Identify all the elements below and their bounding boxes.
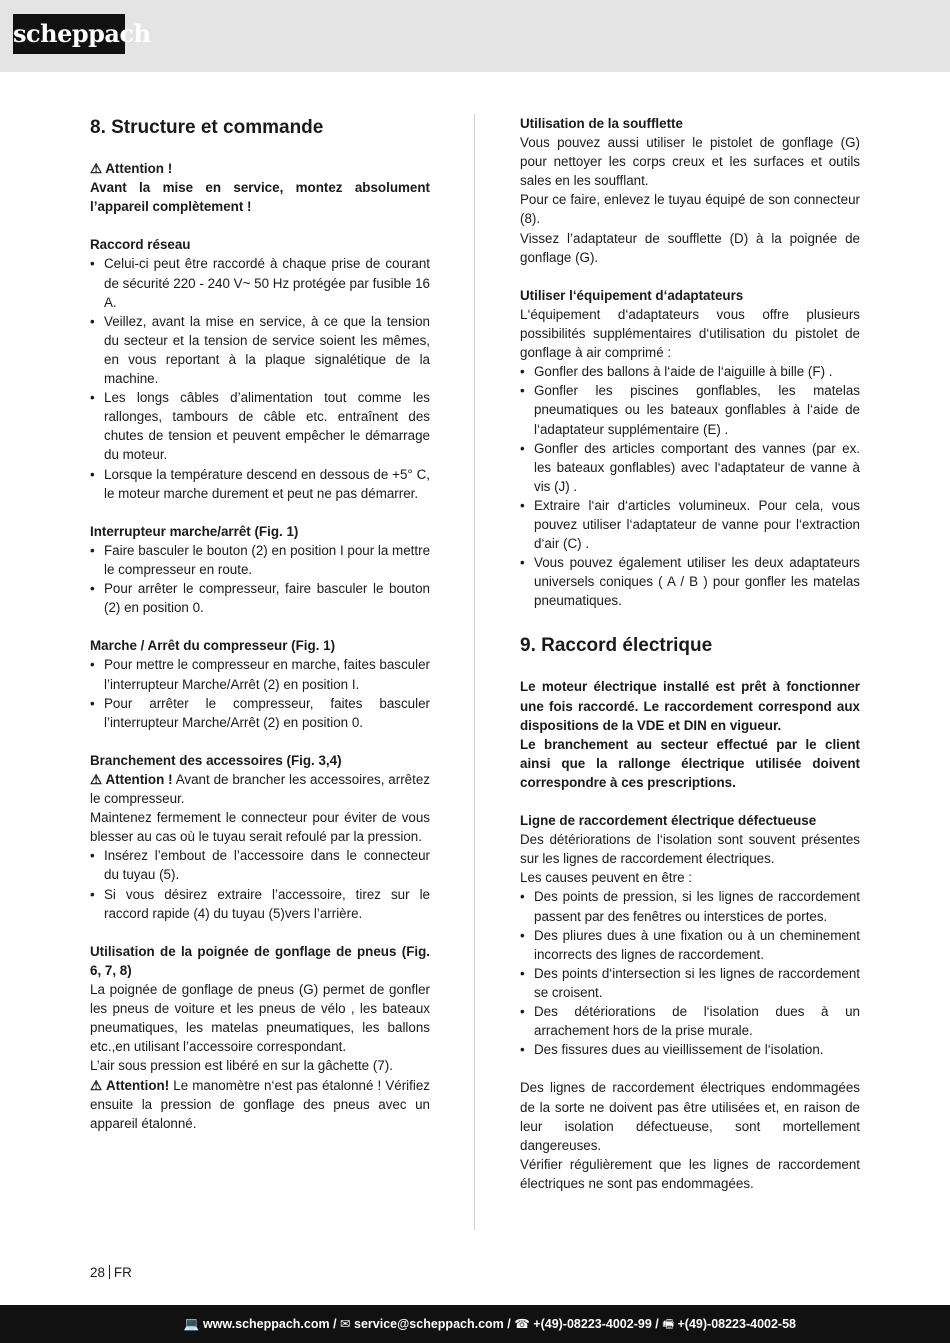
paragraph: L‘équipement d‘adaptateurs vous offre plusieurs possibilités supplémentaires d‘utilisation du pistolet de gonflage à air comprimé : (520, 306, 860, 361)
subheading-soufflette: Utilisation de la soufflette (520, 116, 683, 131)
subheading-raccord-reseau: Raccord réseau (90, 237, 191, 253)
list-item: • Faire basculer le bouton (2) en position I pour la mettre le compresseur en route. (90, 541, 430, 579)
list-item: • Gonfler des ballons à l‘aide de l‘aiguille à bille (F) . (520, 362, 860, 381)
paragraph: Les causes peuvent en être : (520, 870, 692, 886)
right-column (520, 114, 860, 1193)
list-item: • Pour arrêter le compresseur, faire basculer le bouton (2) en position 0. (90, 579, 430, 617)
fax-icon: 🖷 (662, 1317, 675, 1331)
bullet-list (90, 254, 430, 502)
fax-number: +(49)-08223-4002-58 (677, 1317, 796, 1331)
list-item: • Veillez, avant la mise en service, à ce que la tension du secteur et la tension de service soient les mêmes, en vous reportant à la plaque signalétique de la machine. (90, 312, 430, 388)
list-item: • Des points de pression, si les lignes de raccordement passent par des fenêtres ou interstices de portes. (520, 887, 860, 925)
list-item: • Si vous désirez extraire l’accessoire, tirez sur le raccord rapide (4) du tuyau (5)vers l’arrière. (90, 885, 430, 923)
email-link[interactable]: service@scheppach.com / (354, 1317, 511, 1331)
header-bar (0, 0, 950, 72)
bold-paragraph: Le branchement au secteur effectué par le client ainsi que la rallonge électrique utilisée doivent correspondre à ces prescriptions. (520, 736, 860, 790)
mail-icon: ✉ (340, 1317, 351, 1331)
bullet-list (520, 887, 860, 1059)
paragraph: La poignée de gonflage de pneus (G) permet de gonfler les pneus de voiture et les pneus de vélo , les bateaux pneumatiques, les matelas pneumatiques, les ballons etc.,en utilisant l’accessoire correspondant. (90, 982, 430, 1055)
list-item: • Les longs câbles d’alimentation tout comme les rallonges, tambours de câble etc. entraînent des chutes de tension et peuvent empêcher le démarrage du moteur. (90, 388, 430, 464)
subheading-poignee: Utilisation de la poignée de gonflage de pneus (Fig. 6, 7, 8) (90, 943, 430, 978)
attention-body: Le manomètre n‘est pas étalonné ! Vérifiez ensuite la pression de gonflage des pneus avec un appareil étalonné. (90, 1077, 430, 1131)
bullet-list (90, 846, 430, 922)
list-item: • Insérez l’embout de l’accessoire dans le connecteur du tuyau (5). (90, 846, 430, 884)
bullet-list (90, 655, 430, 731)
list-item: • Pour mettre le compresseur en marche, faites basculer l’interrupteur Marche/Arrêt (2) en position I. (90, 655, 430, 693)
column-divider (474, 114, 475, 1230)
list-item: • Extraire l‘air d‘articles volumineux. Pour cela, vous pouvez utiliser l‘adaptateur de vanne pour l‘extraction d‘air (C) . (520, 496, 860, 553)
list-item: • Gonfler les piscines gonflables, les matelas pneumatiques ou les bateaux gonflables à l‘aide de l‘adaptateur supplémentaire (E) . (520, 381, 860, 438)
attention-title: ⚠ Attention ! (90, 161, 173, 176)
list-item: • Lorsque la température descend en dessous de +5° C, le moteur marche durement et peut ne pas démarrer. (90, 465, 430, 503)
attention-body: Avant de brancher les accessoires, arrêtez le compresseur. (90, 772, 430, 807)
subheading-marche-arret: Marche / Arrêt du compresseur (Fig. 1) (90, 638, 336, 654)
bold-paragraph: Le moteur électrique installé est prêt à fonctionner une fois raccordé. Le raccordement correspond aux dispositions de la VDE et DIN en vigueur. (520, 679, 860, 733)
attention-paragraph (90, 1076, 430, 1133)
attention-label: ⚠ Attention ! (90, 772, 173, 787)
attention-label: ⚠ Attention! (90, 1077, 170, 1093)
subheading-branchement: Branchement des accessoires (Fig. 3,4) (90, 752, 342, 768)
list-item: • Des fissures dues au vieillissement de l‘isolation. (520, 1040, 860, 1059)
paragraph: Des détériorations de l‘isolation sont souvent présentes sur les lignes de raccordement électriques. (520, 832, 860, 867)
paragraph: Vous pouvez aussi utiliser le pistolet de gonflage (G) pour nettoyer les corps creux et les surfaces et outils sales en les soufflant. (520, 135, 860, 189)
website-link[interactable]: www.scheppach.com / (202, 1317, 337, 1331)
paragraph: Maintenez fermement le connecteur pour éviter de vous blesser au cas où le tuyau serait refoulé par la pression. (90, 810, 430, 845)
computer-icon: 💻 (183, 1317, 200, 1331)
contact-line (184, 1305, 796, 1343)
page-number: 28 (90, 1265, 105, 1280)
subheading-ligne-defectueuse: Ligne de raccordement électrique défectueuse (520, 813, 817, 829)
language-code: FR (113, 1265, 132, 1280)
scheppach-logo: scheppach (13, 14, 125, 54)
section-heading-structure: 8. Structure et commande (90, 117, 324, 138)
left-column (90, 114, 430, 1133)
paragraph: Pour ce faire, enlevez le tuyau équipé de son connecteur (8). (520, 192, 860, 227)
section-heading-raccord-electrique: 9. Raccord électrique (520, 635, 713, 657)
paragraph: Vissez l’adaptateur de soufflette (D) à la poignée de gonflage (G). (520, 230, 860, 265)
list-item: • Des pliures dues à une fixation ou à un cheminement incorrects des lignes de raccordement. (520, 926, 860, 964)
phone-number: +(49)-08223-4002-99 / (533, 1317, 659, 1331)
attention-paragraph (90, 770, 430, 808)
paragraph: L’air sous pression est libéré en sur la gâchette (7). (90, 1058, 393, 1074)
phone-icon: ☎ (514, 1317, 530, 1331)
paragraph: Des lignes de raccordement électriques endommagées de la sorte ne doivent pas être utilisées et, en raison de leur isolation défectueuse, sont mortellement dangereuses. (520, 1080, 860, 1153)
list-item: • Celui-ci peut être raccordé à chaque prise de courant de sécurité 220 - 240 V~ 50 Hz protégée par fusible 16 A. (90, 254, 430, 311)
list-item: • Des points d‘intersection si les lignes de raccordement se croisent. (520, 964, 860, 1002)
list-item: • Des détériorations de l‘isolation dues à un arrachement hors de la prise murale. (520, 1002, 860, 1040)
page-footer (90, 1265, 132, 1280)
list-item: • Pour arrêter le compresseur, faites basculer l’interrupteur Marche/Arrêt (2) en position 0. (90, 694, 430, 732)
paragraph: Vérifier régulièrement que les lignes de raccordement électriques ne sont pas endommagées. (520, 1156, 860, 1191)
subheading-interrupteur: Interrupteur marche/arrêt (Fig. 1) (90, 523, 299, 539)
bullet-list (520, 362, 860, 610)
list-item: • Gonfler des articles comportant des vannes (par ex. les bateaux gonflables) avec l‘adaptateur de vanne à vis (J) . (520, 439, 860, 496)
list-item: • Vous pouvez également utiliser les deux adaptateurs universels coniques ( A / B ) pour gonfler les matelas pneumatiques. (520, 553, 860, 610)
page-separator (109, 1265, 110, 1279)
bullet-list (90, 541, 430, 617)
attention-text: Avant la mise en service, montez absolument l’appareil complètement ! (90, 180, 430, 215)
subheading-adaptateurs: Utiliser l‘équipement d‘adaptateurs (520, 287, 744, 303)
contact-bar (0, 1305, 950, 1343)
